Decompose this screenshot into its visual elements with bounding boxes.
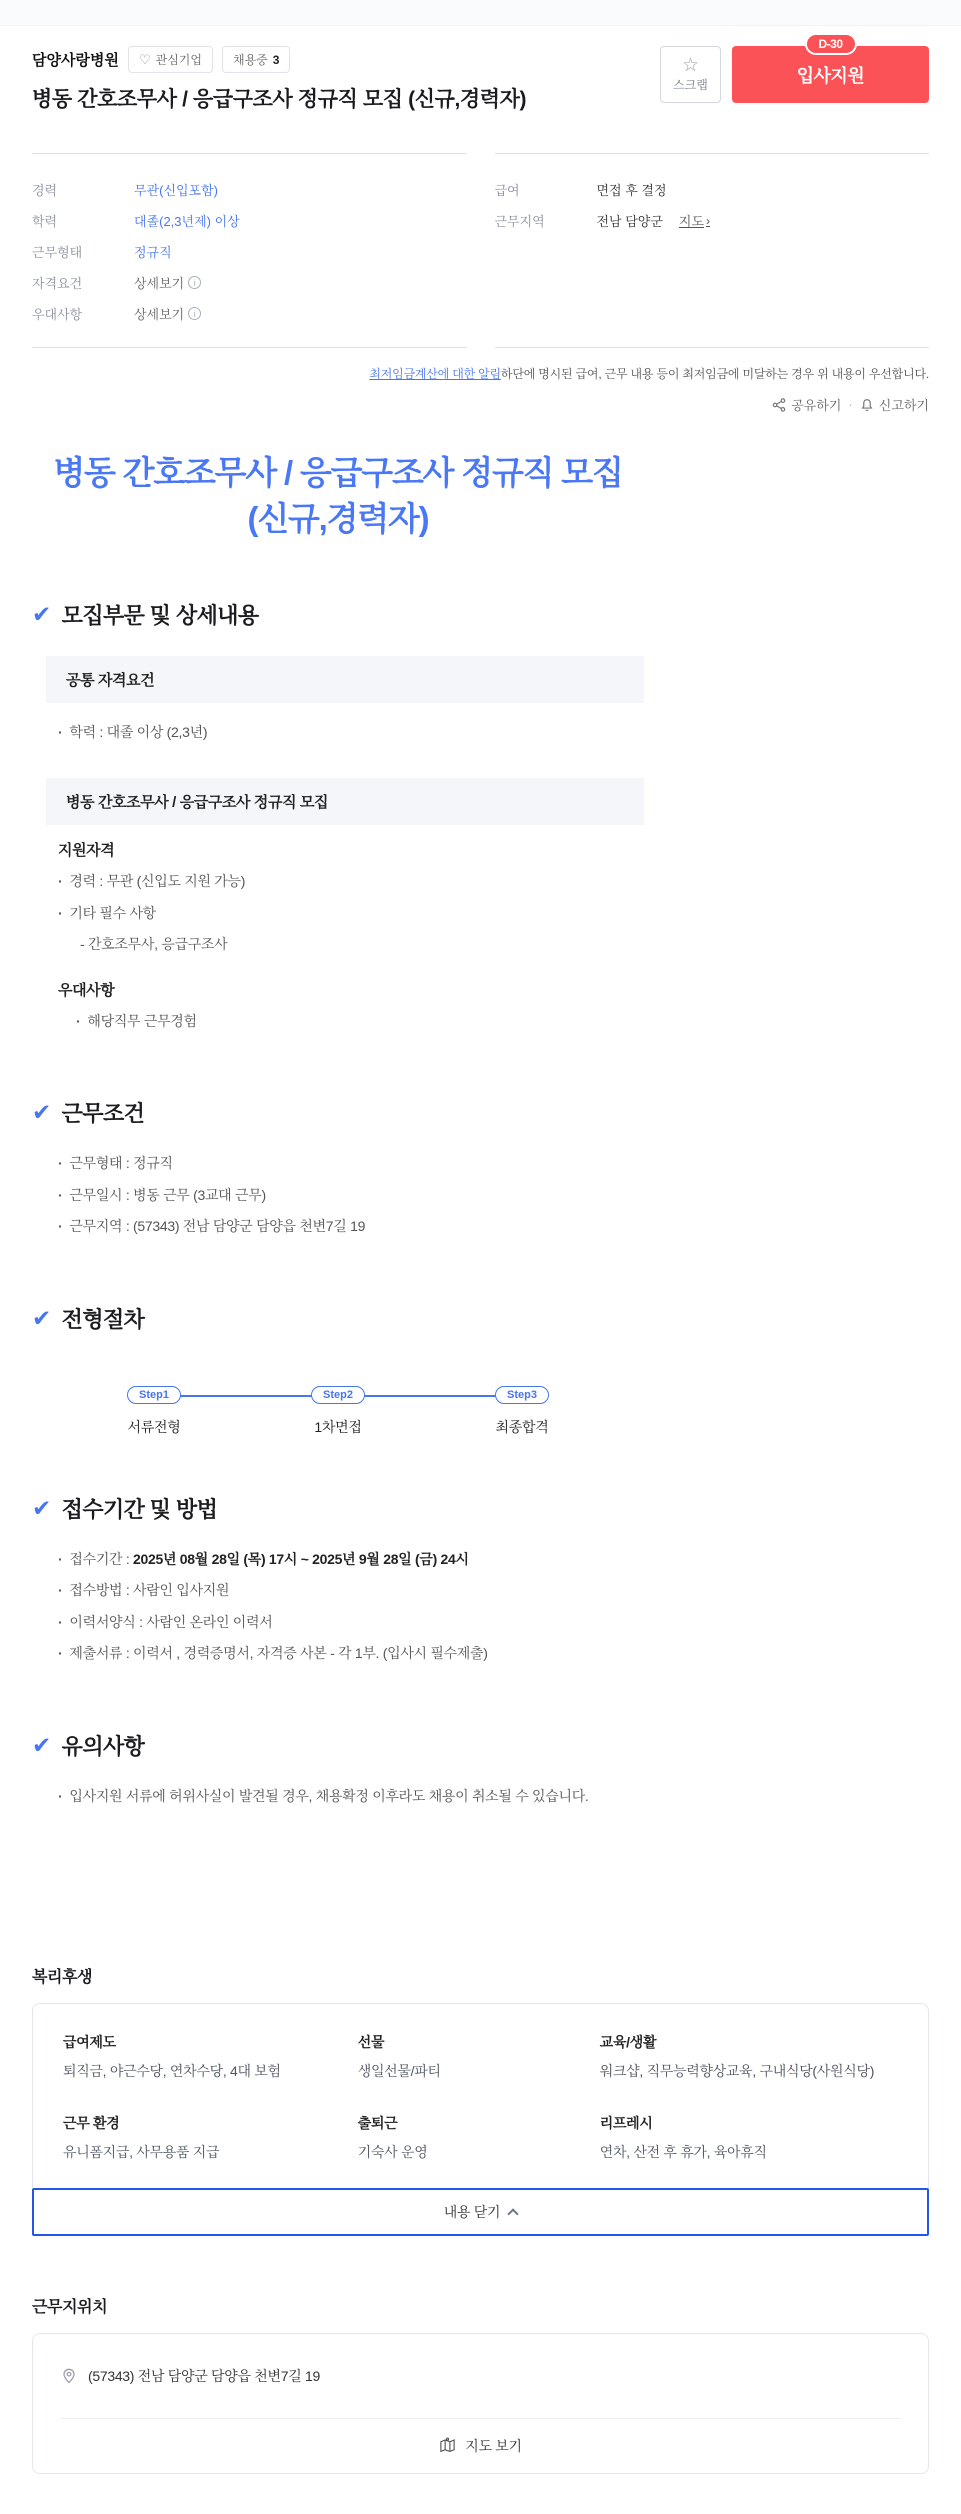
work-condition-item: · 근무일시 : 병동 근무 (3교대 근무) — [58, 1180, 644, 1212]
summary-left-column — [32, 153, 467, 348]
step-badge: Step2 — [311, 1386, 365, 1404]
minimum-wage-text: 하단에 명시된 급여, 근무 내용 등이 최저임금에 미달하는 경우 위 내용이 우선합니다. — [500, 367, 929, 382]
company-name[interactable]: 담양사랑병원 — [32, 52, 119, 69]
application-period-item — [58, 1544, 644, 1576]
work-location-address: (57343) 전남 담양군 담양읍 천변7길 19 — [88, 2367, 321, 2384]
summary-row-preference — [32, 304, 467, 323]
welfare-group-refresh — [600, 2113, 898, 2164]
view-map-button[interactable] — [33, 2419, 928, 2473]
preference-label: 우대사항 — [32, 307, 83, 323]
qualification-detail-text: 상세보기 — [134, 276, 185, 292]
hiring-label: 채용중 — [232, 53, 268, 67]
section-hiring-process — [32, 1303, 644, 1437]
work-location-card — [32, 2333, 929, 2474]
dot-separator: · — [848, 397, 853, 413]
welfare-group-name: 급여제도 — [63, 2034, 116, 2051]
info-icon — [188, 307, 201, 320]
preference-detail-text: 상세보기 — [134, 307, 185, 323]
position-box-title: 병동 간호조무사 / 응급구조사 정규직 모집 — [46, 778, 644, 825]
welfare-group-desc: 연차, 산전 후 휴가, 육아휴직 — [599, 2143, 767, 2160]
worktype-value-link[interactable]: 정규직 — [134, 245, 172, 261]
map-link[interactable] — [679, 211, 710, 230]
application-item: · 접수방법 : 사람인 입사지원 — [58, 1575, 644, 1607]
education-value-link[interactable]: 대졸(2,3년제) 이상 — [134, 214, 240, 230]
apply-qualification-subitem: - 간호조무사, 응급구조사 — [80, 936, 228, 953]
favorite-company-button[interactable] — [128, 46, 213, 73]
process-steps — [62, 1386, 614, 1437]
process-step-3 — [430, 1386, 614, 1437]
welfare-group-desc: 기숙사 운영 — [357, 2143, 428, 2160]
summary-row-worktype — [32, 242, 467, 261]
section-recruitment-title: 모집부문 및 상세내용 — [61, 602, 259, 628]
summary-right-column — [495, 153, 930, 348]
step-label: 최종합격 — [495, 1418, 549, 1435]
section-hiring-process-title: 전형절차 — [61, 1306, 145, 1332]
work-condition-item: · 근무지역 : (57343) 전남 담양군 담양읍 천변7길 19 — [58, 1211, 644, 1243]
job-header — [32, 26, 929, 113]
hiring-count: 3 — [272, 52, 280, 67]
share-button[interactable] — [772, 395, 841, 414]
education-label: 학력 — [32, 214, 58, 230]
salary-label: 급여 — [494, 183, 520, 199]
check-icon: ✔ — [32, 1304, 51, 1331]
region-label: 근무지역 — [494, 214, 545, 230]
minimum-wage-link[interactable]: 최저임금계산에 대한 알림 — [369, 367, 501, 382]
process-step-2 — [246, 1386, 430, 1437]
welfare-group-desc: 워크샵, 직무능력향상교육, 구내식당(사원식당) — [599, 2063, 875, 2080]
section-recruitment — [32, 599, 644, 1042]
check-icon: ✔ — [32, 1731, 51, 1758]
process-step-1 — [62, 1386, 246, 1437]
worktype-label: 근무형태 — [32, 245, 83, 261]
application-period-value: 2025년 08월 28일 (목) 17시 ~ 2025년 9월 28일 (금) 24시 — [133, 1550, 469, 1567]
apply-button[interactable] — [732, 37, 929, 103]
chevron-up-icon — [508, 2208, 519, 2219]
welfare-group-gift — [358, 2032, 576, 2083]
caution-item: · 입사지원 서류에 허위사실이 발견될 경우, 채용확정 이후라도 채용이 취소될 수 있습니다. — [58, 1781, 644, 1813]
top-strip — [0, 0, 961, 26]
apply-qualification-item: · 기타 필수 사항 — [58, 898, 644, 930]
favorite-company-label: 관심기업 — [155, 53, 202, 67]
step-badge: Step1 — [127, 1386, 181, 1404]
summary-row-salary — [495, 180, 930, 199]
salary-value: 면접 후 결정 — [596, 183, 667, 199]
section-application-title: 접수기간 및 방법 — [61, 1496, 218, 1522]
region-value: 전남 담양군 — [596, 214, 663, 230]
summary-row-education — [32, 211, 467, 230]
share-report-row — [32, 395, 929, 414]
step-label: 1차면접 — [314, 1418, 362, 1435]
section-work-conditions — [32, 1097, 644, 1247]
section-caution-title: 유의사항 — [61, 1733, 145, 1759]
check-icon: ✔ — [32, 1494, 51, 1521]
work-condition-item: · 근무형태 : 정규직 — [58, 1148, 644, 1180]
apply-qualification-item: · 경력 : 무관 (신입도 지원 가능) — [58, 866, 644, 898]
job-title: 병동 간호조무사 / 응급구조사 정규직 모집 (신규,경력자) — [32, 88, 527, 111]
welfare-group-desc: 유니폼지급, 사무용품 지급 — [63, 2143, 220, 2160]
work-location-section — [32, 2294, 929, 2474]
preference-item: · 해당직무 근무경험 — [76, 1006, 644, 1038]
welfare-group-name: 리프레시 — [599, 2114, 653, 2131]
check-icon: ✔ — [32, 600, 51, 627]
map-pin-icon — [61, 2368, 77, 2384]
qualification-detail-link[interactable] — [134, 273, 201, 292]
application-item: · 제출서류 : 이력서 , 경력증명서, 자격증 사본 - 각 1부. (입사시 필수제출) — [58, 1638, 644, 1670]
welfare-group-desc: 생일선물/파티 — [357, 2063, 441, 2080]
application-item: · 이력서양식 : 사람인 온라인 이력서 — [58, 1607, 644, 1639]
step-label: 서류전형 — [127, 1418, 181, 1435]
common-qualification-box-title: 공통 자격요건 — [46, 656, 644, 703]
detail-title — [32, 450, 644, 542]
report-label: 신고하기 — [878, 398, 929, 414]
welfare-title: 복리후생 — [32, 1969, 93, 1987]
job-detail-content — [32, 450, 644, 1816]
work-location-title: 근무지위치 — [32, 2298, 108, 2316]
welfare-group-desc: 퇴직금, 야근수당, 연차수당, 4대 보험 — [63, 2063, 281, 2080]
scrap-label: 스크랩 — [673, 78, 708, 92]
section-work-conditions-title: 근무조건 — [61, 1101, 145, 1127]
welfare-group-name: 선물 — [357, 2034, 385, 2051]
bell-icon — [860, 398, 874, 412]
welfare-group-environment — [63, 2113, 334, 2164]
welfare-card — [32, 2003, 929, 2187]
career-value-link[interactable]: 무관(신입포함) — [134, 183, 219, 199]
map-link-text: 지도 — [678, 214, 705, 230]
step-badge: Step3 — [495, 1386, 549, 1404]
welfare-section — [32, 1964, 929, 2235]
heart-icon: ♡ — [138, 52, 151, 67]
collapse-content-label: 내용 닫기 — [443, 2203, 501, 2220]
summary-row-career — [32, 180, 467, 199]
welfare-group-commute — [358, 2113, 576, 2164]
qualification-label: 자격요건 — [32, 276, 83, 292]
map-icon — [439, 2437, 456, 2454]
hiring-count-button[interactable] — [222, 46, 290, 73]
star-icon: ☆ — [681, 55, 700, 76]
minimum-wage-notice — [32, 365, 929, 382]
chevron-right-icon — [706, 214, 710, 228]
career-label: 경력 — [32, 183, 58, 199]
view-map-label: 지도 보기 — [465, 2437, 522, 2454]
summary-row-region — [495, 211, 930, 230]
detail-title-line2: (신규,경력자) — [247, 500, 429, 538]
summary-row-qualification — [32, 273, 467, 292]
preference-subtitle: 우대사항 — [58, 981, 115, 999]
dday-badge: D-30 — [804, 33, 856, 55]
section-application — [32, 1493, 644, 1674]
welfare-group-education — [600, 2032, 898, 2083]
share-icon — [772, 398, 786, 412]
welfare-group-name: 교육/생활 — [599, 2034, 657, 2051]
welfare-group-name: 근무 환경 — [63, 2114, 120, 2131]
info-icon — [188, 276, 201, 289]
detail-title-line1: 병동 간호조무사 / 응급구조사 정규직 모집 — [53, 454, 623, 492]
job-summary — [32, 153, 929, 348]
report-button[interactable] — [860, 395, 929, 414]
apply-qualification-subtitle: 지원자격 — [58, 842, 115, 860]
apply-label: 입사지원 — [796, 65, 865, 86]
welfare-group-salary — [63, 2032, 334, 2083]
share-label: 공유하기 — [791, 398, 842, 414]
common-qualification-item: · 학력 : 대졸 이상 (2,3년) — [58, 717, 644, 749]
application-period-prefix: 접수기간 : — [69, 1550, 134, 1567]
section-caution — [32, 1730, 644, 1817]
check-icon: ✔ — [32, 1099, 51, 1126]
welfare-group-name: 출퇴근 — [357, 2114, 398, 2131]
scrap-button[interactable] — [660, 46, 721, 103]
preference-detail-link[interactable] — [134, 304, 201, 323]
collapse-content-button[interactable] — [32, 2188, 929, 2236]
